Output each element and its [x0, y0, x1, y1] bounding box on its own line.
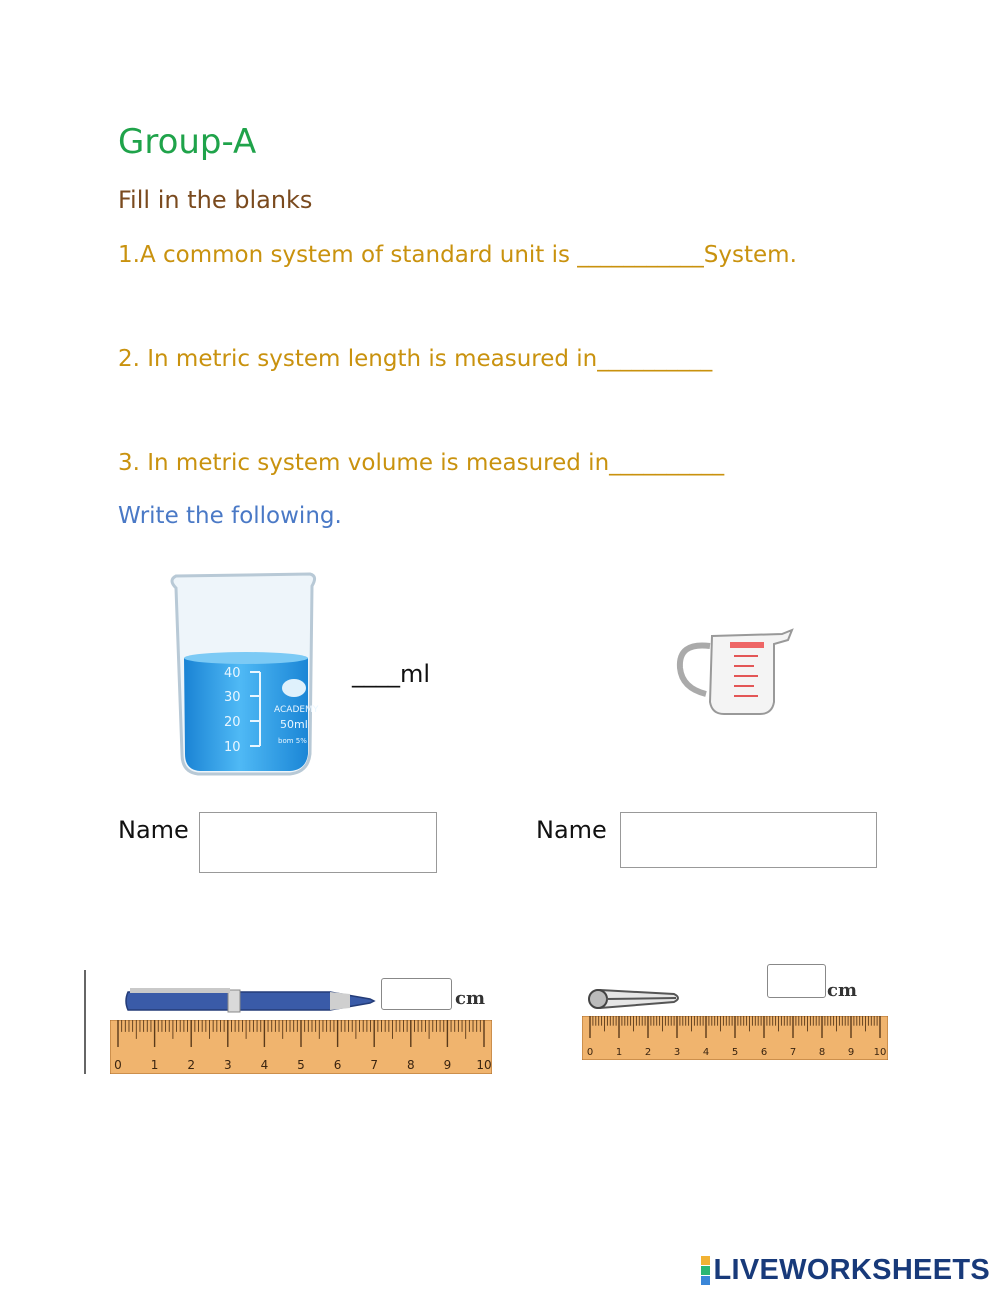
beaker-mark-30: 30: [224, 690, 241, 705]
beaker-brand: ACADEMY: [274, 705, 319, 715]
pen-unit-label: cm: [455, 988, 486, 1009]
pin-unit-label: cm: [827, 980, 858, 1001]
ruler-tick-label: 8: [818, 1047, 826, 1058]
beaker-tolerance: bom 5%: [278, 737, 307, 745]
beaker-image: [162, 566, 324, 778]
ruler-tick-label: 6: [760, 1047, 768, 1058]
ruler-tick-label: 5: [731, 1047, 739, 1058]
ruler-tick-label: 2: [644, 1047, 652, 1058]
ruler-tick-label: 7: [370, 1058, 379, 1072]
name-input-2[interactable]: [620, 812, 877, 868]
ruler-tick-label: 1: [615, 1047, 623, 1058]
ruler-tick-label: 0: [586, 1047, 594, 1058]
logo-mark-icon: [701, 1256, 710, 1286]
name-label-2: Name: [536, 816, 607, 844]
ruler-tick-label: 9: [847, 1047, 855, 1058]
section-title-write: Write the following.: [118, 503, 342, 529]
pen-length-input[interactable]: [381, 978, 452, 1010]
ruler-tick-label: 4: [260, 1058, 269, 1072]
brand-text: LIVEWORKSHEETS: [713, 1254, 990, 1286]
section-title-fill-blanks: Fill in the blanks: [118, 186, 313, 214]
liveworksheets-logo: [701, 1254, 991, 1287]
ruler-tick-label: 3: [223, 1058, 232, 1072]
ruler-tick-label: 3: [673, 1047, 681, 1058]
question-1: 1.A common system of standard unit is ___________System.: [118, 242, 797, 268]
ruler-tick-label: 6: [333, 1058, 342, 1072]
ruler-tick-label: 5: [297, 1058, 305, 1072]
page-heading: Group-A: [118, 122, 257, 162]
ruler-tick-label: 2: [187, 1058, 196, 1072]
beaker-mark-40: 40: [224, 666, 241, 681]
question-3: 3. In metric system volume is measured in__________: [118, 450, 725, 476]
ruler-tick-label: 0: [114, 1058, 122, 1072]
measuring-cup-image: [672, 628, 796, 718]
ruler-1: [110, 1020, 492, 1074]
divider-line: [84, 970, 86, 1074]
ruler-tick-label: 9: [443, 1058, 452, 1072]
beaker-mark-20: 20: [224, 715, 241, 730]
ruler-tick-label: 10: [476, 1058, 492, 1072]
ruler-tick-label: 4: [702, 1047, 710, 1058]
ruler-tick-label: 1: [150, 1058, 159, 1072]
beaker-capacity: 50ml: [280, 718, 308, 731]
ruler-tick-label: 10: [873, 1047, 887, 1058]
question-2: 2. In metric system length is measured in__________: [118, 346, 713, 372]
pin-length-input[interactable]: [767, 964, 826, 998]
name-label-1: Name: [118, 816, 189, 844]
pen-image: [120, 982, 380, 1020]
safety-pin-image: [586, 986, 684, 1012]
ruler-2: [582, 1016, 888, 1060]
beaker-ml-answer: ____ml: [352, 660, 431, 688]
name-input-1[interactable]: [199, 812, 437, 873]
ruler-tick-label: 8: [406, 1058, 415, 1072]
ruler-tick-label: 7: [789, 1047, 797, 1058]
beaker-mark-10: 10: [224, 740, 241, 755]
